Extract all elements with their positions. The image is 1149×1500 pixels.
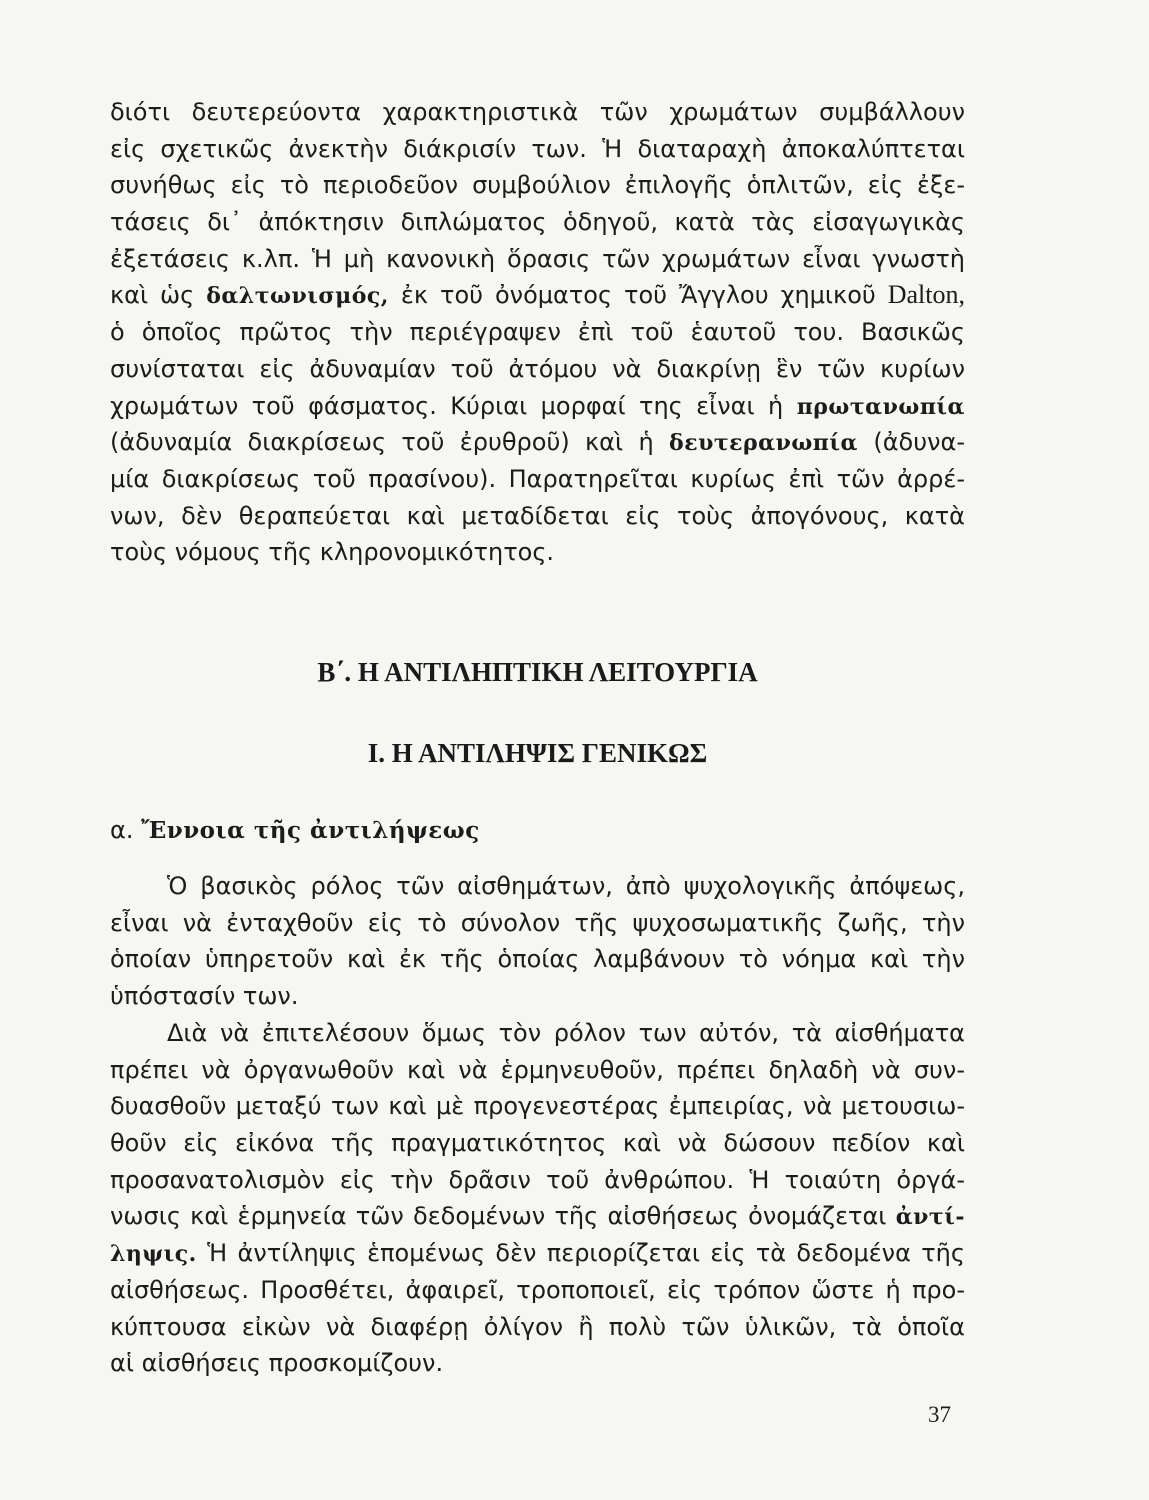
text-line: πρέπει νὰ ὀργανωθοῦν καὶ νὰ ἑρμηνευθοῦν, πρέπει δηλαδὴ νὰ συν- <box>110 1055 965 1084</box>
page-number: 37 <box>928 1402 951 1427</box>
text-line: προσανατολισμὸν εἰς τὴν δρᾶσιν τοῦ ἀνθρώπου. Ἡ τοιαύτη ὀργά- <box>110 1165 965 1194</box>
text-line: τοὺς νόμους τῆς κληρονομικότητος. <box>110 538 555 567</box>
text-line <box>110 277 965 314</box>
text-fragment: Ἡ ἀντίληψις ἑπομένως δὲν περιορίζεται εἰς τὰ δεδομένα τῆς <box>207 1239 965 1268</box>
paragraph-color-blindness <box>110 94 965 571</box>
text-fragment: νωσις καὶ ἑρμηνεία τῶν δεδομένων τῆς αἰσθήσεως ὀνομάζεται <box>110 1202 887 1231</box>
section-heading: Β΄. Η ΑΝΤΙΛΗΠΤΙΚΗ ΛΕΙΤΟΥΡΓΙΑ <box>317 657 758 687</box>
text-line: συνήθως εἰς τὸ περιοδεῦον συμβούλιον ἐπιλογῆς ὁπλιτῶν, εἰς ἐξε- <box>110 171 965 200</box>
term-perception: ἀντί- <box>895 1204 965 1231</box>
text-line: νων, δὲν θεραπεύεται καὶ μεταδίδεται εἰς τοὺς ἀπογόνους, κατὰ <box>110 501 965 530</box>
paragraph-role-of-sensations <box>110 868 965 1015</box>
text-line: ὁ ὁποῖος πρῶτος τὴν περιέγραψεν ἐπὶ τοῦ ἑαυτοῦ του. Βασικῶς <box>110 318 965 347</box>
text-line: ὑπόστασίν των. <box>110 982 299 1011</box>
text-line: τάσεις δι᾽ ἀπόκτησιν διπλώματος ὁδηγοῦ, κατὰ τὰς εἰσαγωγικὰς <box>110 208 965 237</box>
text-line <box>110 1198 965 1235</box>
text-line <box>110 1235 965 1272</box>
term-deuteranopia: δευτερανωπία <box>669 430 858 457</box>
term-protanopia: πρωτανωπία <box>796 393 965 420</box>
text-line: ὁποίαν ὑπηρετοῦν καὶ ἐκ τῆς ὁποίας λαμβάνουν τὸ νόημα καὶ τὴν <box>110 945 965 974</box>
text-line: δυασθοῦν μεταξύ των καὶ μὲ προγενεστέρας ἐμπειρίας, νὰ μετουσιω- <box>110 1092 965 1121</box>
text-line <box>110 388 965 425</box>
text-fragment: καὶ ὡς <box>110 281 195 310</box>
subsection-title: Ἔννοια τῆς ἀντιλήψεως <box>141 817 480 844</box>
text-line: θοῦν εἰς εἰκόνα τῆς πραγματικότητος καὶ νὰ δώσουν πεδίον καὶ <box>110 1129 965 1158</box>
text-fragment: (ἀδυνα- <box>873 428 965 457</box>
text-line: αἰσθήσεως. Προσθέτει, ἀφαιρεῖ, τροποποιεῖ, εἰς τρόπον ὥστε ἡ προ- <box>110 1275 965 1304</box>
text-line <box>110 424 965 461</box>
text-fragment: χρωμάτων τοῦ φάσματος. Κύριαι μορφαί της εἶναι ἡ <box>110 391 784 420</box>
chapter-heading: I. Η ΑΝΤΙΛΗΨΙΣ ΓΕΝΙΚΩΣ <box>367 738 708 768</box>
paragraph-perception-definition <box>110 1015 965 1382</box>
subsection-heading <box>110 816 480 844</box>
term-perception-cont: ληψις. <box>110 1241 197 1268</box>
text-line: κύπτουσα εἰκὼν νὰ διαφέρῃ ὀλίγον ἢ πολὺ τῶν ὑλικῶν, τὰ ὁποῖα <box>110 1312 965 1341</box>
text-line: εἶναι νὰ ἐνταχθοῦν εἰς τὸ σύνολον τῆς ψυχοσωματικῆς ζωῆς, τὴν <box>110 908 965 937</box>
subsection-letter: α. <box>110 816 134 844</box>
text-fragment: ἐκ τοῦ ὀνόματος τοῦ Ἄγγλου χημικοῦ <box>400 281 876 310</box>
text-line: αἱ αἰσθήσεις προσκομίζουν. <box>110 1349 444 1378</box>
text-line: Διὰ νὰ ἐπιτελέσουν ὅμως τὸν ρόλον των αὐτόν, τὰ αἰσθήματα <box>167 1019 965 1047</box>
name-dalton: Dalton, <box>887 280 965 310</box>
text-line: μία διακρίσεως τοῦ πρασίνου). Παρατηρεῖται κυρίως ἐπὶ τῶν ἀρρέ- <box>110 464 965 493</box>
term-daltonism: δαλτωνισμός, <box>206 283 389 310</box>
text-line: Ὁ βασικὸς ρόλος τῶν αἰσθημάτων, ἀπὸ ψυχολογικῆς ἀπόψεως, <box>167 872 965 900</box>
text-line: διότι δευτερεύοντα χαρακτηριστικὰ τῶν χρωμάτων συμβάλλουν <box>110 98 965 126</box>
text-line: ἐξετάσεις κ.λπ. Ἡ μὴ κανονικὴ ὅρασις τῶν χρωμάτων εἶναι γνωστὴ <box>110 244 965 273</box>
text-line: εἰς σχετικῶς ἀνεκτὴν διάκρισίν των. Ἡ διαταραχὴ ἀποκαλύπτεται <box>110 134 965 163</box>
text-fragment: (ἀδυναμία διακρίσεως τοῦ ἐρυθροῦ) καὶ ἡ <box>110 428 654 457</box>
text-line: συνίσταται εἰς ἀδυναμίαν τοῦ ἀτόμου νὰ διακρίνῃ ἓν τῶν κυρίων <box>110 354 965 383</box>
